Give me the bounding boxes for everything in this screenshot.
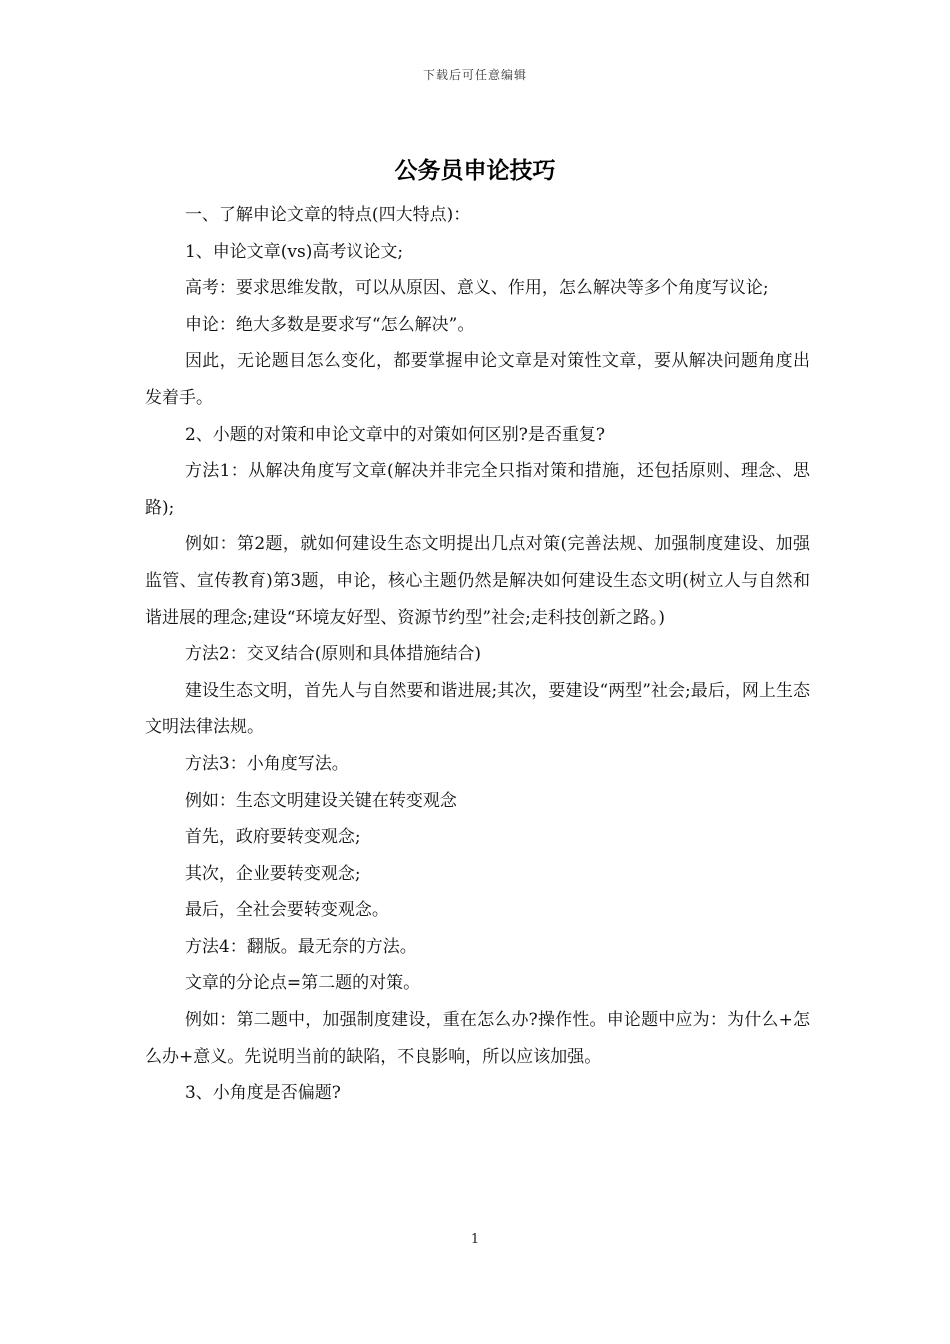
body-paragraph: 建设生态文明，首先人与自然要和谐进展;其次，要建设“两型”社会;最后，网上生态文明法律法规。 bbox=[145, 680, 810, 738]
point-heading: 2、小题的对策和申论文章中的对策如何区别?是否重复? bbox=[184, 424, 605, 445]
section-heading: 一、了解申论文章的特点(四大特点)： bbox=[184, 205, 471, 225]
body-paragraph: 申论：绝大多数是要求写“怎么解决”。 bbox=[184, 314, 475, 335]
page-number: 1 bbox=[470, 1232, 480, 1247]
point-heading: 3、小角度是否偏题? bbox=[184, 1083, 341, 1104]
document-body bbox=[145, 197, 810, 1112]
document-title: 公务员申论技巧 bbox=[394, 158, 556, 184]
example-paragraph: 例如：第二题中，加强制度建设，重在怎么办?操作性。申论题中应为：为什么+怎么办+意义。先说明当前的缺陷，不良影响，所以应该加强。 bbox=[145, 1010, 810, 1067]
body-paragraph: 文章的分论点=第二题的对策。 bbox=[184, 973, 421, 994]
body-paragraph: 高考：要求思维发散，可以从原因、意义、作用，怎么解决等多个角度写议论; bbox=[184, 278, 769, 299]
body-paragraph: 首先，政府要转变观念; bbox=[184, 827, 361, 848]
body-paragraph: 最后，全社会要转变观念。 bbox=[184, 900, 389, 921]
page-header: 下载后可任意编辑 bbox=[422, 68, 527, 82]
body-paragraph: 其次，企业要转变观念; bbox=[184, 863, 361, 884]
body-paragraph: 因此，无论题目怎么变化，都要掌握申论文章是对策性文章，要从解决问题角度出发着手。 bbox=[145, 351, 810, 408]
method-paragraph: 方法2：交叉结合(原则和具体措施结合) bbox=[184, 644, 482, 665]
example-paragraph: 例如：第2题，就如何建设生态文明提出几点对策(完善法规、加强制度建设、加强监管、宣传教育)第3题，申论，核心主题仍然是解决如何建设生态文明(树立人与自然和谐进展的理念;建设“环境友好型、资源节约型”社会;走科技创新之路。) bbox=[145, 534, 810, 628]
method-paragraph: 方法4：翻版。最无奈的方法。 bbox=[184, 936, 417, 957]
method-paragraph: 方法1：从解决角度写文章(解决并非完全只指对策和措施，还包括原则、理念、思路); bbox=[145, 461, 810, 518]
method-paragraph: 方法3：小角度写法。 bbox=[184, 753, 349, 774]
example-paragraph: 例如：生态文明建设关键在转变观念 bbox=[184, 790, 457, 811]
point-heading: 1、申论文章(vs)高考议论文; bbox=[184, 241, 404, 262]
